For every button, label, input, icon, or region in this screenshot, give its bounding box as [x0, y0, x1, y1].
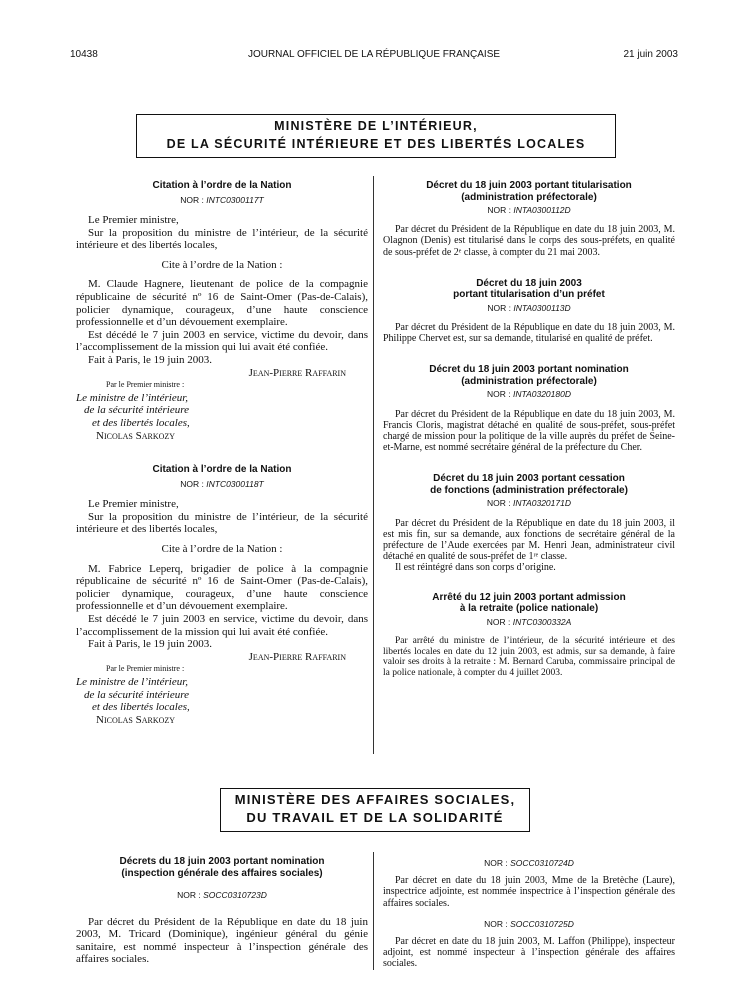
decree-1-text: Par décret du Président de la République en date du 18 juin 2003, M. Olagnon (Denis) est titularisé dans le corps des sous-préfets, en qualité de sous-préfet de 2ᵉ classe, à compter du 21 mai 2003. — [383, 224, 675, 258]
citation-1-min2: de la sécurité intérieure — [84, 404, 189, 417]
citation-2-minister: Nicolas Sarkozy — [96, 713, 176, 726]
bottom-left-column — [76, 856, 368, 966]
ministry-interior-line1: MINISTÈRE DE L’INTÉRIEUR, — [274, 119, 478, 133]
decree-5-subtitle: à la retraite (police nationale) — [459, 603, 599, 615]
citation-1-nor: NOR : INTC0300117T — [180, 194, 264, 205]
decree-4-nor: NOR : INTA0320171D — [487, 498, 571, 509]
citation-1-p1: Le Premier ministre, — [88, 214, 179, 227]
citation-2-min3: et des libertés locales, — [92, 701, 190, 714]
bottom-right-column — [383, 856, 675, 970]
citation-1-signer: Jean-Pierre Raffarin — [248, 366, 346, 379]
citation-2-nor: NOR : INTC0300118T — [180, 478, 264, 489]
right-column — [383, 180, 675, 679]
citation-2 — [76, 464, 368, 726]
social-decree-subtitle: (inspection générale des affaires sociales) — [121, 867, 323, 879]
decree-3-nor: NOR : INTA0320180D — [487, 389, 571, 400]
decree-3-text: Par décret du Président de la République en date du 18 juin 2003, M. Francis Cloris, magistrat détaché en qualité de sous-préfet, sous-préfet chargé de mission pour la politique de la ville auprès du préfet de Seine-et-Marne, est nommé secrétaire général de la préfecture du Cher. — [383, 408, 675, 454]
decree-2-subtitle: portant titularisation d’un préfet — [453, 289, 605, 301]
decree-3-title: Décret du 18 juin 2003 portant nomination — [429, 364, 629, 376]
decree-2 — [383, 278, 675, 345]
citation-1-min3: et des libertés locales, — [92, 417, 190, 429]
ministry-social-line2: DU TRAVAIL ET DE LA SOLIDARITÉ — [246, 810, 504, 825]
citation-1 — [76, 180, 368, 442]
citation-2-min2: de la sécurité intérieure — [84, 688, 189, 701]
citation-2-title: Citation à l’ordre de la Nation — [152, 464, 292, 476]
ministry-social-line1: MINISTÈRE DES AFFAIRES SOCIALES, — [234, 792, 516, 807]
social-decree-2-text: Par décret en date du 18 juin 2003, Mme de la Bretèche (Laure), inspectrice adjointe, est nommée inspectrice à l’inspection générale des affaires sociales. — [383, 875, 675, 909]
decree-5-title: Arrêté du 12 juin 2003 portant admission — [432, 591, 626, 603]
citation-1-par: Par le Premier ministre : — [106, 380, 185, 390]
citation-2-min1: Le ministre de l’intérieur, — [76, 676, 189, 688]
social-decree-3-text: Par décret en date du 18 juin 2003, M. Laffon (Philippe), inspecteur adjoint, est nommé inspecteur à l’inspection générale des affaires sociales. — [383, 936, 675, 970]
decree-4 — [383, 473, 675, 573]
issue-date: 21 juin 2003 — [623, 49, 678, 60]
social-decree-2-nor: NOR : SOCC0310724D — [484, 858, 574, 868]
decree-1-nor: NOR : INTA0300112D — [487, 205, 571, 215]
citation-2-p3: Cite à l’ordre de la Nation : — [161, 543, 283, 556]
column-divider-bottom — [373, 852, 374, 970]
ministry-interior-box — [136, 114, 616, 158]
ministry-interior-line2: DE LA SÉCURITÉ INTÉRIEURE ET DES LIBERTÉS LOCALES — [166, 137, 586, 151]
left-column — [76, 180, 368, 726]
decree-2-nor: NOR : INTA0300113D — [487, 302, 571, 313]
citation-2-p4: M. Fabrice Leperq, brigadier de police à la compagnie républicaine de sécurité nº 16 de Saint-Omer (Pas-de-Calais), policier dynamique, courageux, d’une haute conscience professionnelle et d’un dévouement exemplaire. — [76, 562, 368, 613]
decree-4-text: Par décret du Président de la République en date du 18 juin 2003, il est mis fin, sur sa demande, aux fonctions de secrétaire général de la préfecture de l’Aude exercées par M. Henri Jean, administrateur civil détaché en qualité de sous-préfet de 1ʳᵉ classe. — [383, 517, 675, 563]
decree-4-text2: Il est réintégré dans son corps d’origine. — [395, 562, 556, 574]
decree-3 — [383, 364, 675, 453]
citation-1-title: Citation à l’ordre de la Nation — [152, 180, 292, 191]
decree-5-nor: NOR : INTC0300332A — [486, 616, 572, 627]
social-decree-1-text: Par décret du Président de la République en date du 18 juin 2003, M. Tricard (Dominique), ingénieur général du génie sanitaire, est nommé inspecteur à l’inspection générale des affaires sociales. — [76, 915, 368, 966]
citation-1-min1: Le ministre de l’intérieur, — [76, 391, 189, 404]
citation-1-p6: Fait à Paris, le 19 juin 2003. — [88, 354, 213, 367]
journal-title: JOURNAL OFFICIEL DE LA RÉPUBLIQUE FRANÇAISE — [247, 49, 501, 60]
citation-1-minister: Nicolas Sarkozy — [96, 429, 176, 442]
decree-4-title: Décret du 18 juin 2003 portant cessation — [433, 473, 625, 485]
citation-1-p3: Cite à l’ordre de la Nation : — [161, 258, 283, 271]
ministry-social-box — [220, 788, 530, 832]
decree-3-subtitle: (administration préfectorale) — [461, 375, 597, 387]
decree-2-text: Par décret du Président de la République en date du 18 juin 2003, M. Philippe Chervet est, sur sa demande, titularisé en qualité de préfet. — [383, 322, 675, 345]
decree-1-subtitle: (administration préfectorale) — [461, 191, 597, 203]
citation-2-p6: Fait à Paris, le 19 juin 2003. — [88, 638, 213, 651]
citation-2-signer: Jean-Pierre Raffarin — [248, 650, 346, 663]
social-decree-3-nor: NOR : SOCC0310725D — [484, 918, 574, 929]
decree-1 — [383, 180, 675, 258]
page-number: 10438 — [70, 49, 98, 60]
social-decree-title: Décrets du 18 juin 2003 portant nomination — [119, 856, 325, 867]
social-decree-1-nor: NOR : SOCC0310723D — [177, 890, 267, 900]
citation-2-par: Par le Premier ministre : — [106, 664, 185, 674]
citation-1-p2: Sur la proposition du ministre de l’intérieur, de la sécurité intérieure et des libertés locales, — [76, 226, 368, 252]
citation-2-p1: Le Premier ministre, — [88, 498, 179, 511]
decree-2-title: Décret du 18 juin 2003 — [476, 277, 582, 289]
decree-1-title: Décret du 18 juin 2003 portant titularisation — [426, 180, 632, 191]
decree-4-subtitle: de fonctions (administration préfectorale) — [430, 484, 628, 496]
decree-5 — [383, 592, 675, 679]
column-divider-top — [373, 176, 374, 754]
citation-2-p5: Est décédé le 7 juin 2003 en service, victime du devoir, dans l’accomplissement de la mission qui lui avait été confiée. — [76, 613, 368, 638]
citation-1-p4: M. Claude Hagnere, lieutenant de police de la compagnie républicaine de sécurité nº 16 de Saint-Omer (Pas-de-Calais), policier dynamique, courageux, d’une haute conscience professionnelle et d’un dévouement exemplaire. — [76, 278, 368, 329]
citation-1-p5: Est décédé le 7 juin 2003 en service, victime du devoir, dans l’accomplissement de la mission qui lui avait été confiée. — [76, 328, 368, 354]
decree-5-text: Par arrêté du ministre de l’intérieur, de la sécurité intérieure et des libertés locales en date du 12 juin 2003, est admis, sur sa demande, à faire valoir ses droits à la retraite : M. Bernard Caruba, commissaire principal de la police nationale, à compter du 4 juillet 2003. — [383, 635, 675, 679]
citation-2-p2: Sur la proposition du ministre de l’intérieur, de la sécurité intérieure et des libertés locales, — [76, 510, 368, 536]
